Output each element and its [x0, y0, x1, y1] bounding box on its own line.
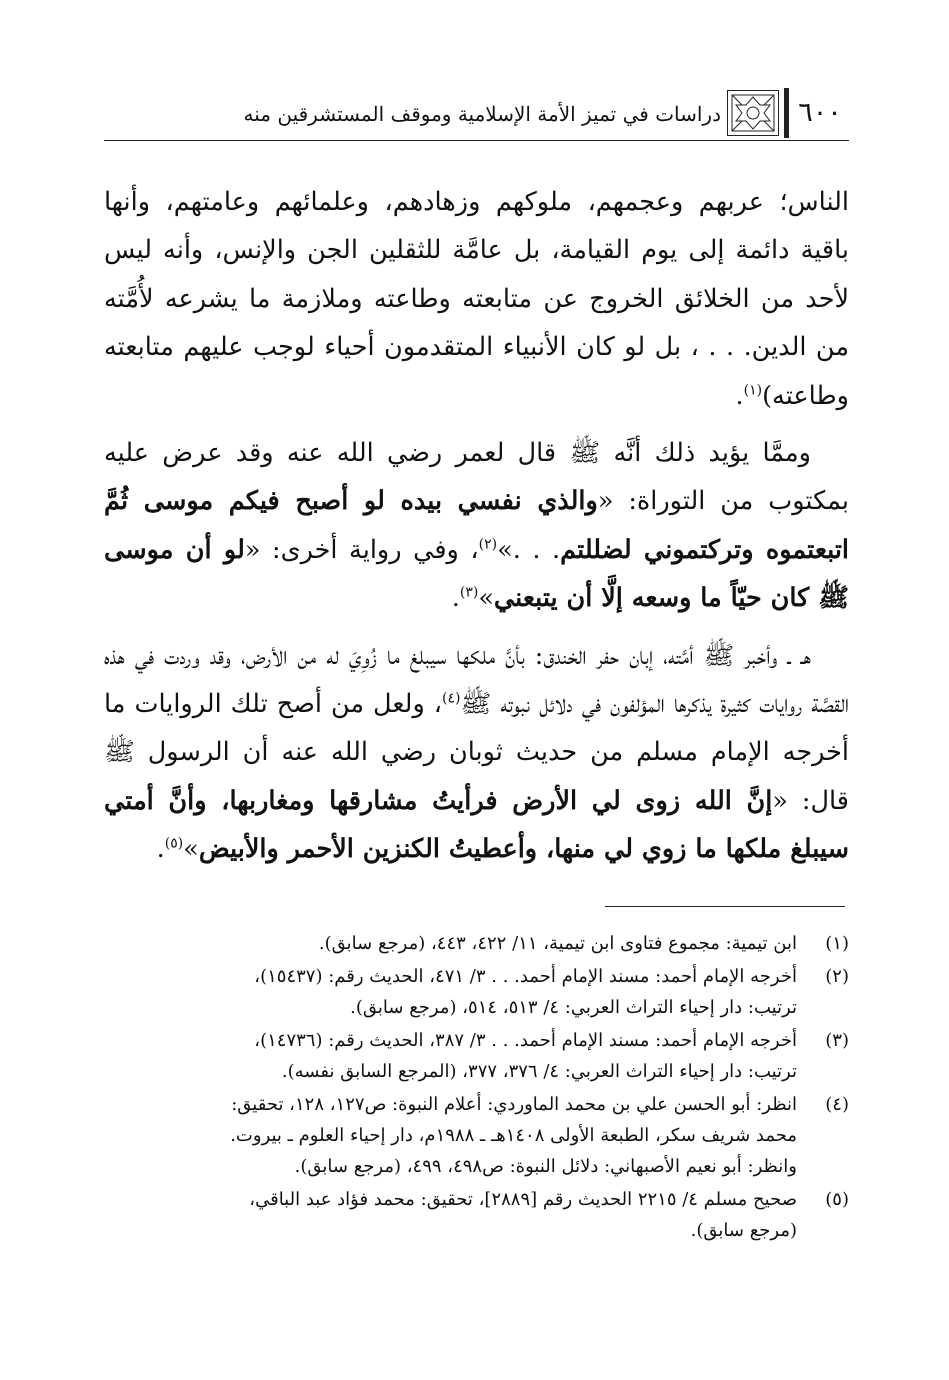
- footnote-ref-4: (٤): [442, 690, 461, 707]
- footnote-number: (٥): [825, 1189, 849, 1210]
- header-divider: [784, 88, 789, 138]
- footnote-2: [104, 961, 849, 1023]
- footnote-ref-5: (٥): [164, 835, 184, 852]
- footnote-4: [104, 1089, 849, 1182]
- footnote-line: أخرجه الإمام أحمد: مسند الإمام أحمد. . . ٣/ ٤٧١، الحديث رقم: (١٥٤٣٧)،: [254, 966, 797, 987]
- footnote-number: (٣): [825, 1030, 849, 1051]
- paragraph-3-text-a: هـ ـ وأخبر ﷺ أمَّته، إبان حفر الخندق: بأنَّ ملكها سيبلغ ما زُوِيَ له من الأرض، وقد وردت في هذه القصَّة روايات كثيرة يذكرها المؤلفون في دلائل نبوته ﷺ: [104, 640, 849, 720]
- paragraph-2-text-a: وممَّا يؤيد ذلك أنَّه ﷺ قال لعمر رضي الله عنه وقد عرض عليه بمكتوب من التوراة: «: [104, 438, 849, 517]
- paragraph-3-text-c: »: [183, 834, 199, 865]
- paragraph-2: [104, 429, 849, 623]
- footnote-line: صحيح مسلم ٤/ ٢٢١٥ الحديث رقم [٢٨٨٩]، تحقيق: محمد فؤاد عبد الباقي،: [249, 1189, 797, 1210]
- footnote-line: وانظر: أبو نعيم الأصبهاني: دلائل النبوة: ص٤٩٨، ٤٩٩، (مرجع سابق).: [294, 1156, 797, 1177]
- main-text: [104, 178, 849, 874]
- footnote-text: [104, 1025, 797, 1087]
- footnote-text: [104, 1089, 797, 1182]
- footnote-line: أخرجه الإمام أحمد: مسند الإمام أحمد. . . ٣/ ٣٨٧، الحديث رقم: (١٤٧٣٦)،: [254, 1030, 797, 1051]
- paragraph-1: [104, 178, 849, 420]
- paragraph-3-end: .: [156, 834, 165, 865]
- footnote-line: ترتيب: دار إحياء التراث العربي: ٤/ ٣٧٦، ٣٧٧، (المرجع السابق نفسه).: [281, 1061, 797, 1082]
- page-header: [104, 88, 849, 141]
- footnote-line: ترتيب: دار إحياء التراث العربي: ٤/ ٥١٣، ٥١٤، (مرجع سابق).: [350, 997, 797, 1018]
- footnotes: [104, 928, 849, 1248]
- paragraph-1-text: الناس؛ عربهم وعجمهم، ملوكهم وزهادهم، وعلمائهم وعامتهم، وأنها باقية دائمة إلى يوم القيامة، بل عامَّة للثقلين الجن والإنس، وأنه ليس لأحد من الخلائق الخروج عن متابعته وطاعته وملازمة ما يشرعه لأُمَّته من الدين. . . ، بل لو كان الأنبياء المتقدمون أحياء لوجب عليهم متابعته وطاعته): [104, 187, 849, 411]
- footnote-number: (٢): [825, 966, 849, 987]
- footnote-line: انظر: أبو الحسن علي بن محمد الماوردي: أعلام النبوة: ص١٢٧، ١٢٨، تحقيق:: [231, 1094, 797, 1115]
- hadith-quote-1: والذي نفسي بيده لو أصبح فيكم موسى ثُمَّ اتبعتموه وتركتموني لضللتم: [104, 486, 849, 565]
- footnote-number: (١): [825, 933, 849, 954]
- paragraph-2-text-d: »: [478, 583, 494, 614]
- footnote-3: [104, 1025, 849, 1087]
- paragraph-2-text-b: . . .»: [497, 534, 561, 565]
- footnote-1: [104, 928, 849, 959]
- footnote-separator: [605, 906, 845, 907]
- paragraph-2-end: .: [451, 583, 460, 614]
- hadith-quote-2: لو أن موسى ﷺ كان حيّاً ما وسعه إلَّا أن يتبعني: [104, 534, 849, 614]
- page-number: ٦٠٠: [798, 97, 842, 128]
- running-title: دراسات في تميز الأمة الإسلامية وموقف المستشرقين منه: [243, 102, 721, 126]
- ornament-icon: [727, 90, 779, 136]
- footnote-line: (مرجع سابق).: [690, 1220, 797, 1241]
- paragraph-1-end: .: [735, 380, 744, 411]
- footnote-line: محمد شريف سكر، الطبعة الأولى ١٤٠٨هـ ـ ١٩٨٨م، دار إحياء العلوم ـ بيروت.: [230, 1125, 797, 1146]
- footnote-5: [104, 1184, 849, 1246]
- paragraph-2-text-c: ، وفي رواية أخرى: «: [244, 534, 479, 565]
- footnote-text: [104, 1184, 797, 1246]
- footnote-ref-2: (٢): [478, 536, 498, 553]
- hadith-quote-3: إنَّ الله زوى لي الأرض فرأيتُ مشارقها ومغاربها، وأنَّ أمتي سيبلغ ملكها ما زوي لي منها، وأعطيتُ الكنزين الأحمر والأبيض: [104, 785, 849, 865]
- footnote-ref-3: (٣): [459, 584, 479, 601]
- paragraph-3-text-b: ، ولعل من أصح تلك الروايات ما أخرجه الإمام مسلم من حديث ثوبان رضي الله عنه أن الرسول ﷺ قال: «: [104, 689, 849, 816]
- paragraph-3: [104, 632, 849, 874]
- footnote-number: (٤): [825, 1094, 849, 1115]
- footnote-text: [104, 961, 797, 1023]
- footnote-ref-1: (١): [743, 382, 763, 399]
- footnote-text: [104, 928, 797, 959]
- footnote-line: ابن تيمية: مجموع فتاوى ابن تيمية، ١١/ ٤٢٢، ٤٤٣، (مرجع سابق).: [318, 933, 797, 954]
